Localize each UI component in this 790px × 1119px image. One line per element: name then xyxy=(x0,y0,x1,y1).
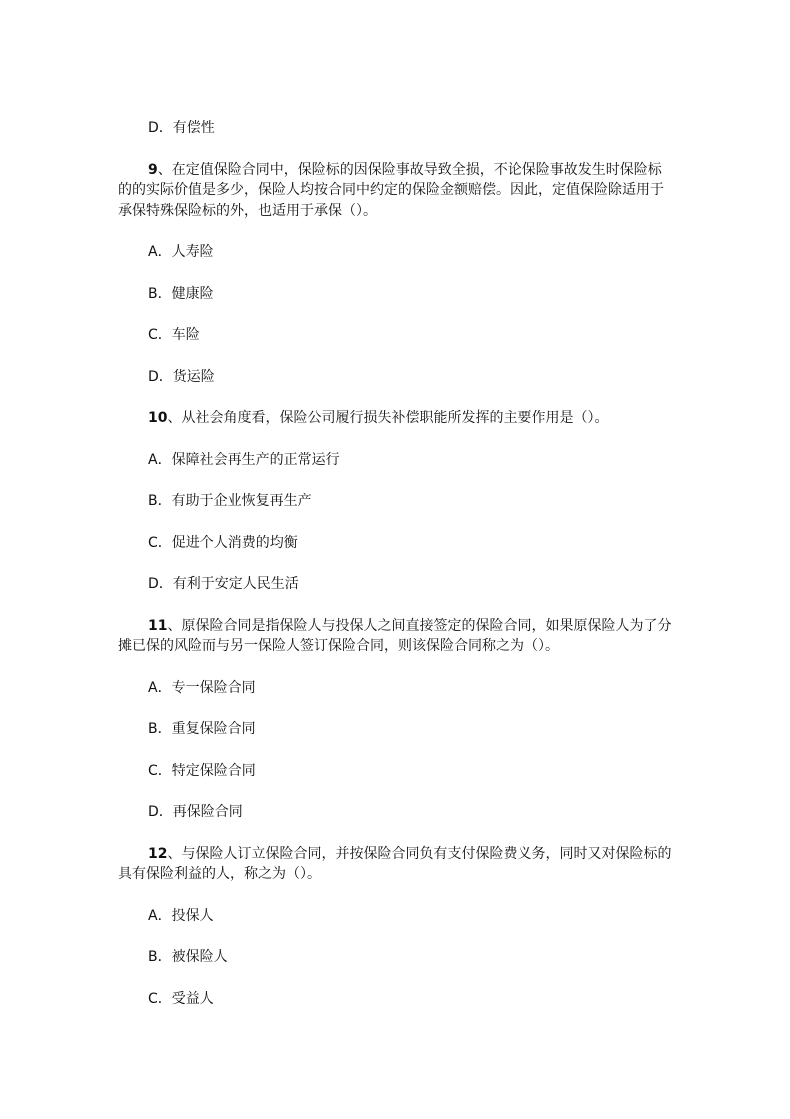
text-line xyxy=(148,574,670,595)
answer-option xyxy=(118,533,670,554)
line-text: C．受益人 xyxy=(148,990,214,1007)
line-text: 、从社会角度看，保险公司履行损失补偿职能所发挥的主要作用是（）。 xyxy=(167,410,609,426)
line-text: B．健康险 xyxy=(148,285,214,302)
line-text: C．促进个人消费的均衡 xyxy=(148,534,298,551)
line-text: 具有保险利益的人，称之为（）。 xyxy=(118,866,321,882)
answer-option xyxy=(118,284,670,305)
text-line xyxy=(148,450,670,471)
line-text: D．货运险 xyxy=(148,368,215,385)
question-paragraph xyxy=(118,408,670,429)
text-line xyxy=(148,906,670,927)
answer-option xyxy=(118,491,670,512)
line-text: A．人寿险 xyxy=(148,244,214,260)
line-text: A．保障社会再生产的正常运行 xyxy=(148,451,340,468)
line-text: C．车险 xyxy=(148,327,200,343)
line-text: 、在定值保险合同中，保险标的因保险事故导致全损，不论保险事故发生时保险标 xyxy=(157,161,662,178)
answer-option xyxy=(118,802,670,823)
answer-option xyxy=(118,242,670,263)
line-text: 承保特殊保险标的外，也适用于承保（）。 xyxy=(118,202,377,219)
text-line xyxy=(148,367,670,388)
text-line xyxy=(148,678,670,699)
line-text: C．特定保险合同 xyxy=(148,762,256,779)
answer-option xyxy=(118,947,670,968)
text-line xyxy=(148,325,670,346)
question-number: 9 xyxy=(148,161,158,178)
text-line xyxy=(148,491,670,512)
question-paragraph xyxy=(118,616,670,657)
text-line xyxy=(118,844,670,865)
line-text: D．有利于安定人民生活 xyxy=(148,576,299,592)
answer-option xyxy=(118,325,670,346)
text-line xyxy=(148,802,670,823)
question-number: 12 xyxy=(148,845,168,862)
line-text: 、与保险人订立保险合同，并按保险合同负有支付保险费义务，同时又对保险标的 xyxy=(167,845,672,862)
line-text: D．再保险合同 xyxy=(148,804,243,820)
answer-option xyxy=(118,761,670,782)
text-line xyxy=(148,533,670,554)
line-text: D．有偿性 xyxy=(148,120,215,136)
question-paragraph xyxy=(118,160,670,222)
text-line xyxy=(118,636,670,657)
text-line xyxy=(148,284,670,305)
document-body xyxy=(118,118,670,1030)
text-line xyxy=(148,989,670,1010)
answer-option xyxy=(118,367,670,388)
text-line xyxy=(118,864,670,885)
text-line xyxy=(148,761,670,782)
line-text: 、原保险合同是指保险人与投保人之间直接签定的保险合同，如果原保险人为了分 xyxy=(167,617,672,634)
line-text: 的的实际价值是多少，保险人均按合同中约定的保险金额赔偿。因此，定值保险除适用于 xyxy=(118,182,664,198)
answer-option xyxy=(118,118,670,139)
text-line xyxy=(148,118,670,139)
answer-option xyxy=(118,719,670,740)
text-line xyxy=(118,160,670,181)
line-text: B．有助于企业恢复再生产 xyxy=(148,493,312,509)
line-text: A．专一保险合同 xyxy=(148,679,256,696)
text-line xyxy=(118,616,670,637)
question-paragraph xyxy=(118,844,670,885)
text-line xyxy=(118,180,670,201)
text-line xyxy=(148,242,670,263)
question-number: 10 xyxy=(148,410,168,426)
answer-option xyxy=(118,450,670,471)
text-line xyxy=(148,947,670,968)
answer-option xyxy=(118,678,670,699)
answer-option xyxy=(118,574,670,595)
text-line xyxy=(118,408,670,429)
line-text: B．重复保险合同 xyxy=(148,721,256,737)
line-text: A．投保人 xyxy=(148,907,214,924)
text-line xyxy=(118,201,670,222)
text-line xyxy=(148,719,670,740)
question-number: 11 xyxy=(148,617,168,634)
line-text: B．被保险人 xyxy=(148,949,228,965)
line-text: 摊已保的风险而与另一保险人签订保险合同，则该保险合同称之为（）。 xyxy=(118,638,559,654)
answer-option xyxy=(118,906,670,927)
answer-option xyxy=(118,989,670,1010)
